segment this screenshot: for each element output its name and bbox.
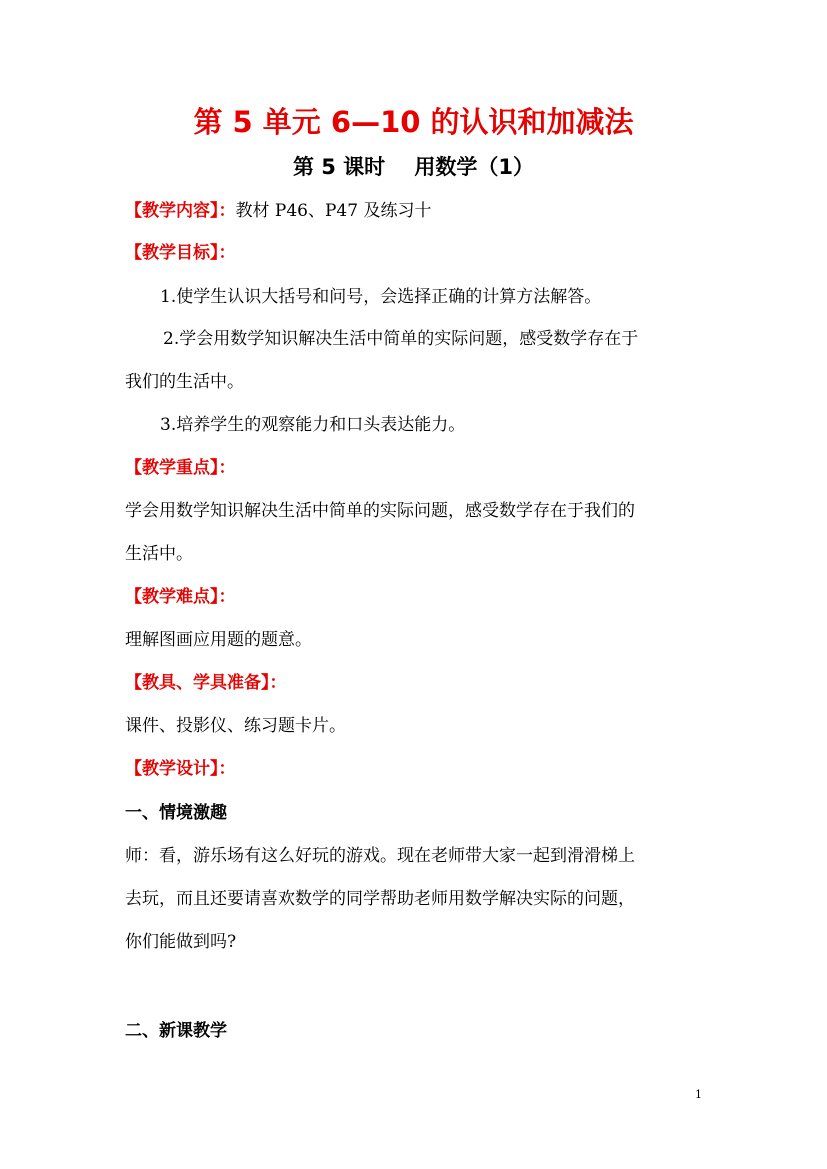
teaching-goals-label: 【教学目标】： — [125, 243, 236, 263]
section-1-title: 一、情境激趣 — [125, 803, 227, 823]
key-points-line-1: 学会用数学知识解决生活中简单的实际问题，感受数学存在于我们的 — [125, 501, 635, 521]
difficulty-text: 理解图画应用题的题意。 — [125, 630, 312, 650]
section-heading-1 — [125, 799, 705, 827]
page-number: 1 — [695, 1088, 702, 1101]
teacher-line-2: 去玩，而且还要请喜欢数学的同学帮助老师用数学解决实际的问题， — [125, 889, 635, 909]
teacher-line-1: 师：看，游乐场有这么好玩的游戏。现在老师带大家一起到滑滑梯上 — [125, 846, 635, 866]
teaching-content-label: 【教学内容】： — [125, 201, 236, 221]
difficulty-label: 【教学难点】： — [125, 587, 236, 607]
goal-item-2-line-2: 我们的生活中。 — [125, 372, 244, 392]
goal-item-2-line-1: 2.学会用数学知识解决生活中简单的实际问题，感受数学存在于 — [163, 329, 639, 349]
difficulty-row — [125, 583, 705, 611]
teaching-content-row — [125, 197, 705, 225]
goal-item-3: 3.培养学生的观察能力和口头表达能力。 — [160, 415, 466, 435]
tools-label: 【教具、学具准备】： — [125, 673, 287, 693]
lesson-subtitle: 第 5 课时 用数学（1） — [292, 155, 535, 179]
design-row — [125, 755, 705, 783]
teaching-content-text: 教材 P46、P47 及练习十 — [235, 201, 432, 221]
key-points-label: 【教学重点】： — [125, 458, 236, 478]
teacher-line-3: 你们能做到吗? — [125, 932, 237, 952]
key-points-row — [125, 454, 705, 482]
section-heading-2 — [125, 1017, 705, 1045]
tools-text: 课件、投影仪、练习题卡片。 — [125, 716, 346, 736]
document-title: 第 5 单元 6—10 的认识和加减法 — [193, 105, 634, 139]
teaching-goals-row — [125, 239, 705, 267]
key-points-line-2: 生活中。 — [125, 544, 193, 564]
tools-row — [125, 669, 705, 697]
goal-item-1: 1.使学生认识大括号和问号，会选择正确的计算方法解答。 — [160, 287, 602, 307]
design-label: 【教学设计】： — [125, 759, 236, 779]
section-2-title: 二、新课教学 — [125, 1021, 227, 1041]
